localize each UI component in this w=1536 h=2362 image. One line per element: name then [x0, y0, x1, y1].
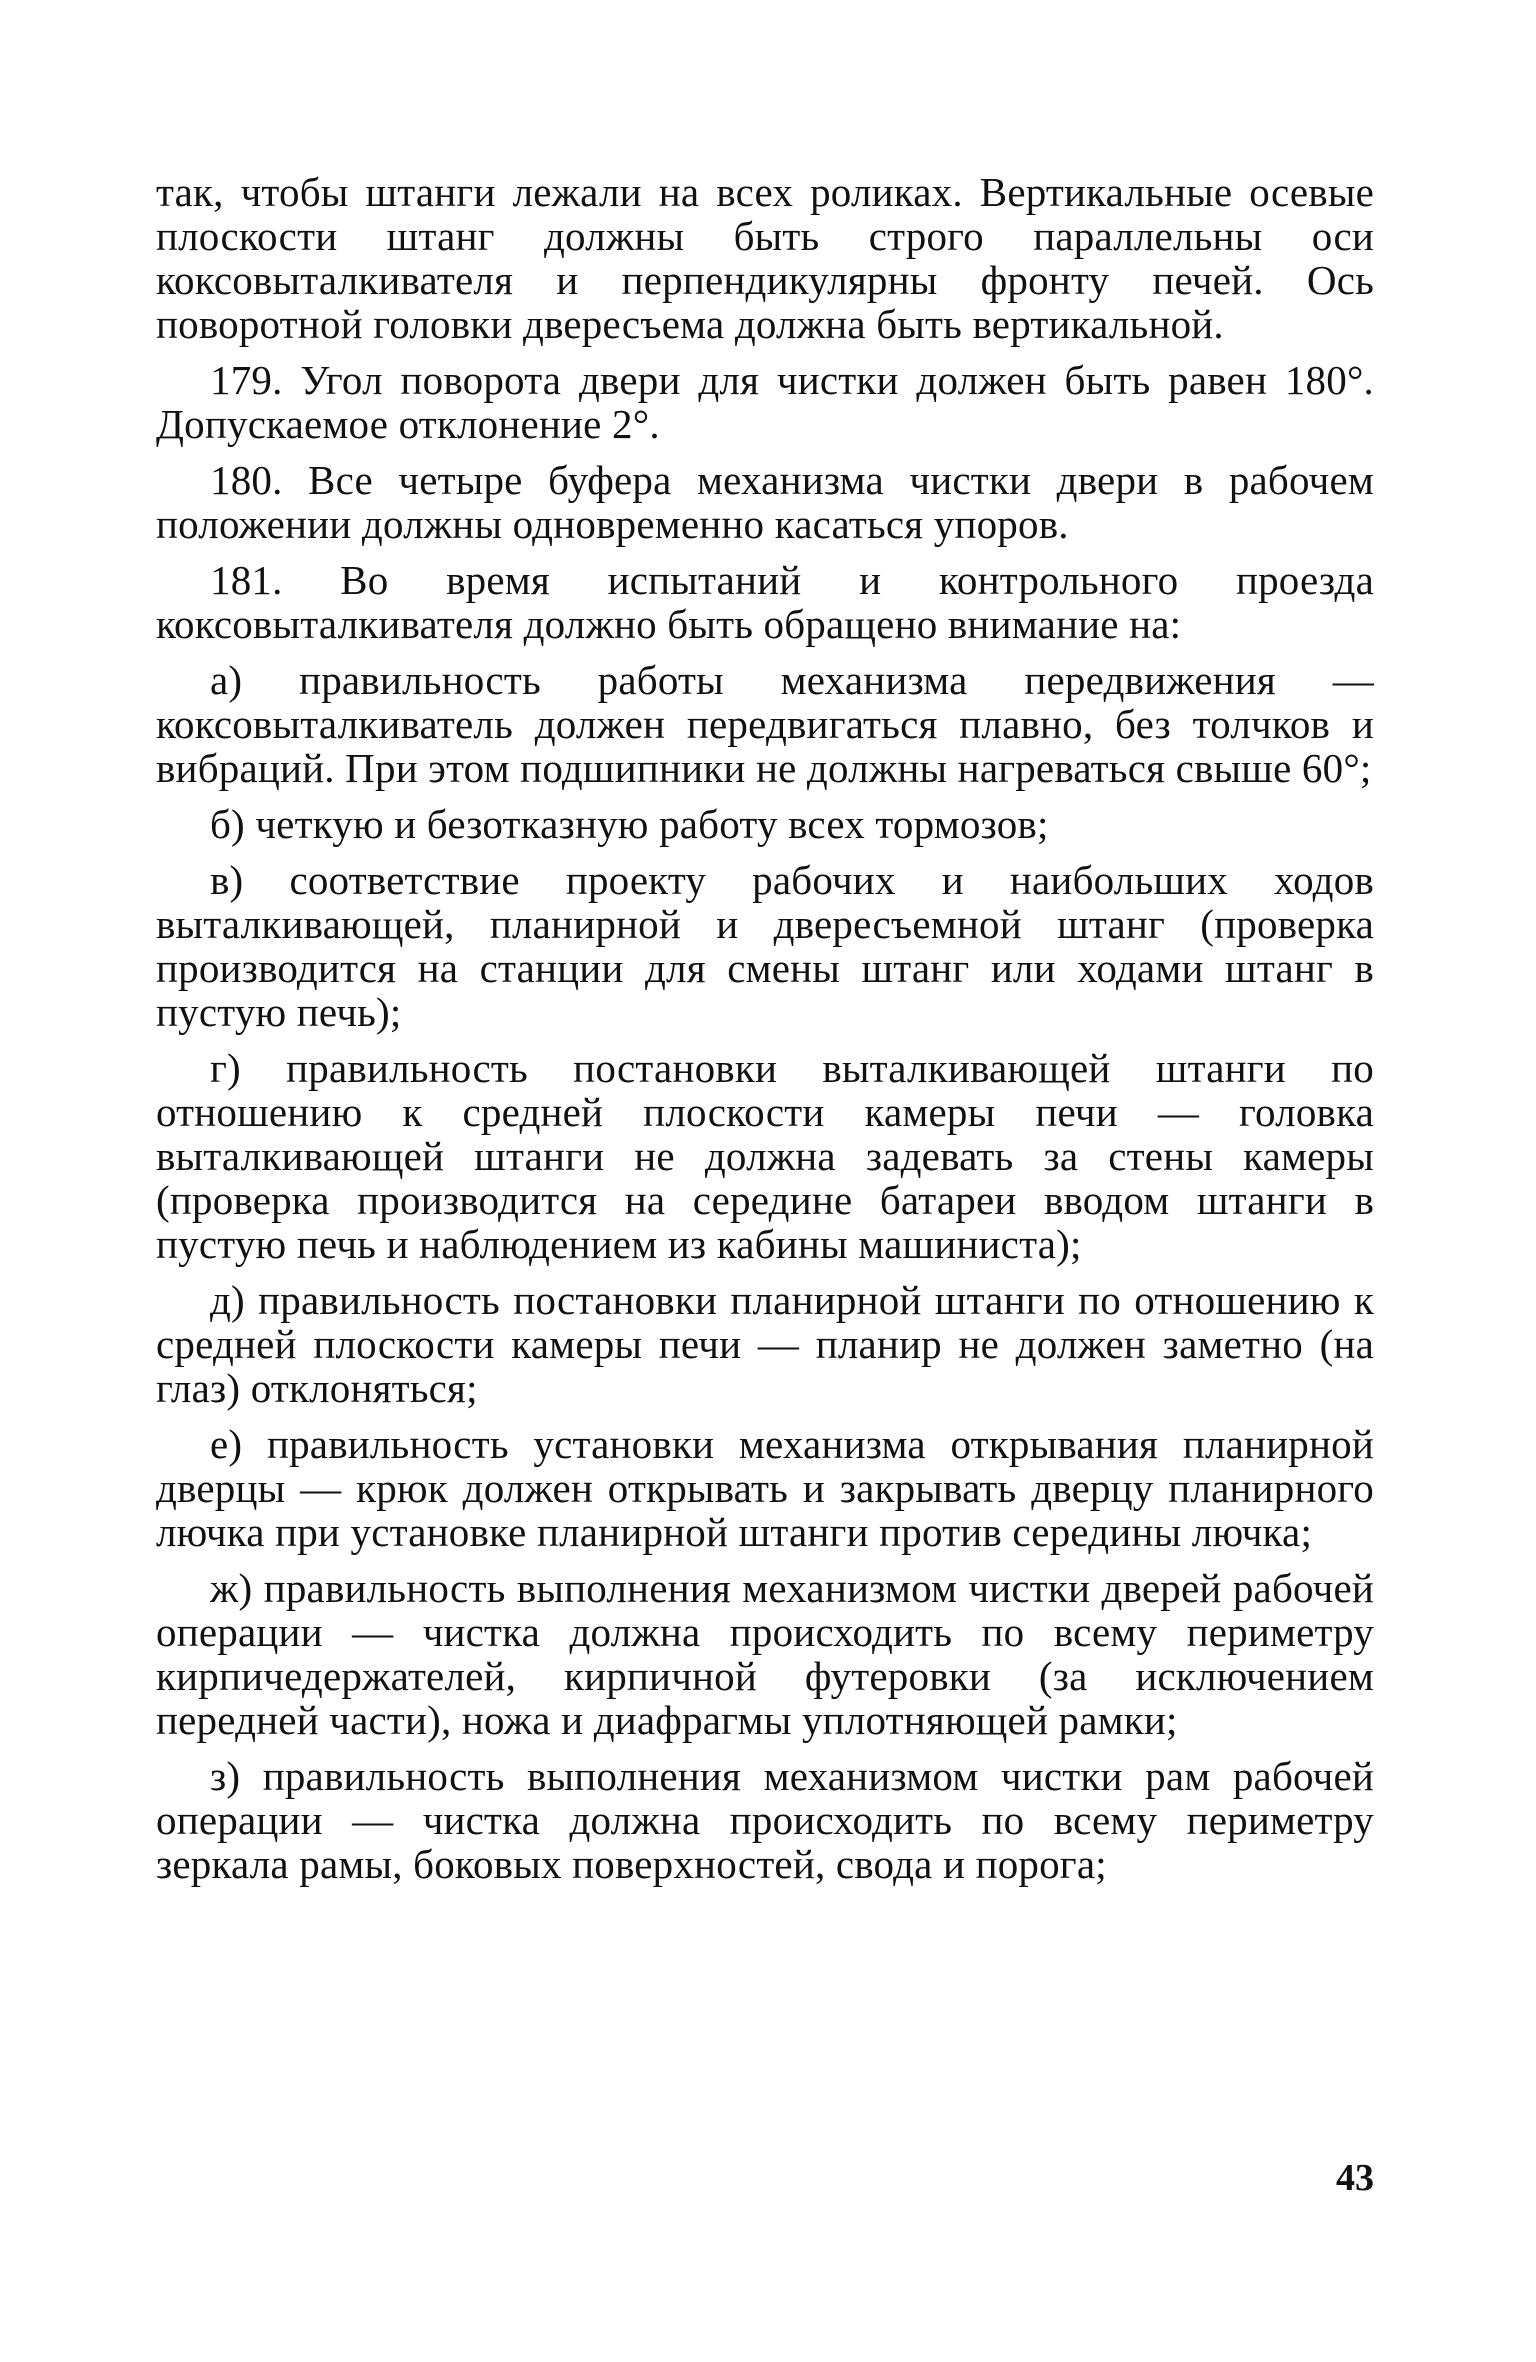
list-item-d: д) правильность постановки планирной штанги по отношению к средней плоскости камеры печи — планир не должен заметно (на глаз) отклоняться; — [156, 1277, 1374, 1411]
paragraph-180: 180. Все четыре буфера механизма чистки двери в рабочем положении должны одновременно касаться упоров. — [156, 457, 1374, 547]
list-item-v: в) соответствие проекту рабочих и наибольших ходов выталкивающей, планирной и двересъемной штанг (проверка производится на станции для смены штанг или ходами штанг в пустую печь); — [156, 857, 1374, 1035]
list-item-a: а) правильность работы механизма передвижения — коксовыталкиватель должен передвигаться плавно, без толчков и вибраций. При этом подшипники не должны нагреваться свыше 60°; — [156, 657, 1374, 791]
paragraph-continuation: так, чтобы штанги лежали на всех роликах. Вертикальные осевые плоскости штанг должны быть строго параллельны оси коксовыталкивателя и перпендикулярны фронту печей. Ось поворотной головки двересъема должна быть вертикальной. — [156, 169, 1374, 347]
list-item-zh: ж) правильность выполнения механизмом чистки дверей рабочей операции — чистка должна происходить по всему периметру кирпичедержателей, кирпичной футеровки (за исключением передней части), ножа и диафрагмы уплотняющей рамки; — [156, 1565, 1374, 1743]
list-item-z: з) правильность выполнения механизмом чистки рам рабочей операции — чистка должна происходить по всему периметру зеркала рамы, боковых поверхностей, свода и порога; — [156, 1753, 1374, 1887]
paragraph-179: 179. Угол поворота двери для чистки должен быть равен 180°. Допускаемое отклонение 2°. — [156, 357, 1374, 447]
document-page — [156, 170, 1374, 1886]
list-item-e: е) правильность установки механизма открывания планирной дверцы — крюк должен открывать и закрывать дверцу планирного лючка при установке планирной штанги против середины лючка; — [156, 1421, 1374, 1555]
list-item-g: г) правильность постановки выталкивающей штанги по отношению к средней плоскости камеры печи — головка выталкивающей штанги не должна задевать за стены камеры (проверка производится на середине батареи вводом штанги в пустую печь и наблюдением из кабины машиниста); — [156, 1045, 1374, 1267]
list-item-b: б) четкую и безотказную работу всех тормозов; — [210, 801, 1049, 847]
paragraph-181: 181. Во время испытаний и контрольного проезда коксовыталкивателя должно быть обращено внимание на: — [156, 557, 1374, 647]
page-number: 43 — [1336, 2157, 1374, 2199]
